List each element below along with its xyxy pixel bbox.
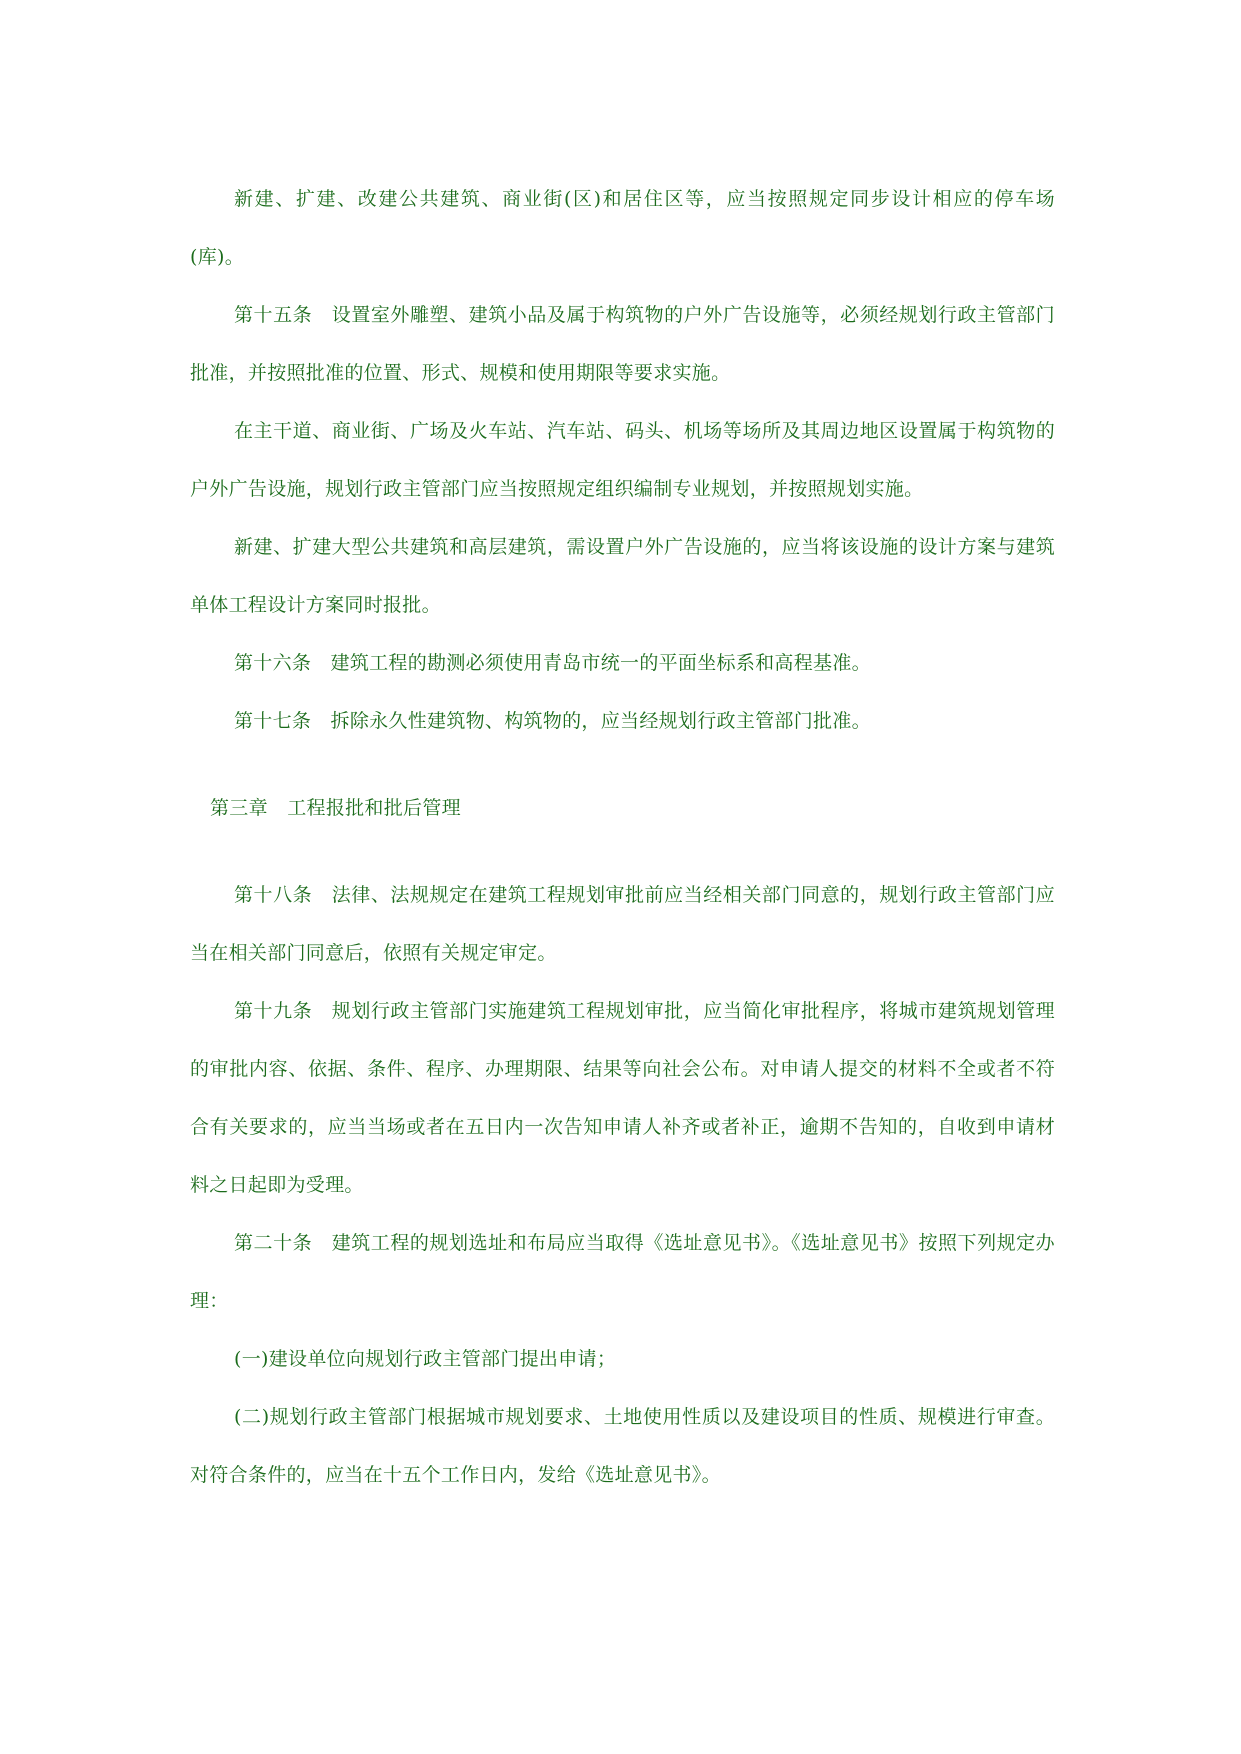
article-15 (190, 286, 1055, 402)
list-item-1 (190, 1330, 1055, 1388)
paragraph-large-buildings-ads (190, 518, 1055, 634)
paragraph-text: 新建、扩建大型公共建筑和高层建筑，需设置户外广告设施的，应当将该设施的设计方案与建筑单体工程设计方案同时报批。 (190, 536, 1055, 616)
article-number: 第十六条 (234, 652, 331, 674)
document-page (190, 170, 1055, 1504)
paragraph-text: 拆除永久性建筑物、构筑物的，应当经规划行政主管部门批准。 (330, 710, 871, 732)
article-number: 第十九条 (234, 1000, 332, 1022)
paragraph-text: (一)建设单位向规划行政主管部门提出申请； (234, 1348, 617, 1370)
paragraph-text: 规划行政主管部门实施建筑工程规划审批，应当简化审批程序，将城市建筑规划管理的审批内容、依据、条件、程序、办理期限、结果等向社会公布。对申请人提交的材料不全或者不符合有关要求的，应当当场或者在五日内一次告知申请人补齐或者补正，逾期不告知的，自收到申请材料之日起即为受理。 (190, 1000, 1055, 1196)
article-number: 第十七条 (234, 710, 331, 732)
article-number: 第十五条 (234, 304, 332, 326)
paragraph-parking (190, 170, 1055, 286)
article-16 (190, 634, 1055, 692)
paragraph-text: 在主干道、商业街、广场及火车站、汽车站、码头、机场等场所及其周边地区设置属于构筑物的户外广告设施，规划行政主管部门应当按照规定组织编制专业规划，并按照规划实施。 (190, 420, 1055, 500)
paragraph-text: 法律、法规规定在建筑工程规划审批前应当经相关部门同意的，规划行政主管部门应当在相关部门同意后，依照有关规定审定。 (190, 884, 1055, 964)
article-number: 第二十条 (234, 1232, 332, 1254)
paragraph-text: 设置室外雕塑、建筑小品及属于构筑物的户外广告设施等，必须经规划行政主管部门批准，并按照批准的位置、形式、规模和使用期限等要求实施。 (190, 304, 1055, 384)
list-item-2 (190, 1388, 1055, 1504)
chapter-number: 第三章 (210, 797, 268, 819)
chapter-title: 工程报批和批后管理 (287, 797, 461, 819)
article-17 (190, 692, 1055, 750)
article-20 (190, 1214, 1055, 1330)
paragraph-text: 建筑工程的勘测必须使用青岛市统一的平面坐标系和高程基准。 (330, 652, 871, 674)
article-number: 第十八条 (234, 884, 332, 906)
paragraph-text: (二)规划行政主管部门根据城市规划要求、土地使用性质以及建设项目的性质、规模进行审查。对符合条件的，应当在十五个工作日内，发给《选址意见书》。 (190, 1406, 1055, 1486)
article-19 (190, 982, 1055, 1214)
chapter-heading (190, 779, 1055, 837)
paragraph-text: 建筑工程的规划选址和布局应当取得《选址意见书》。《选址意见书》按照下列规定办理： (190, 1232, 1055, 1312)
paragraph-text: 新建、扩建、改建公共建筑、商业街(区)和居住区等，应当按照规定同步设计相应的停车场(库)。 (190, 188, 1055, 268)
article-18 (190, 866, 1055, 982)
paragraph-outdoor-ads-planning (190, 402, 1055, 518)
